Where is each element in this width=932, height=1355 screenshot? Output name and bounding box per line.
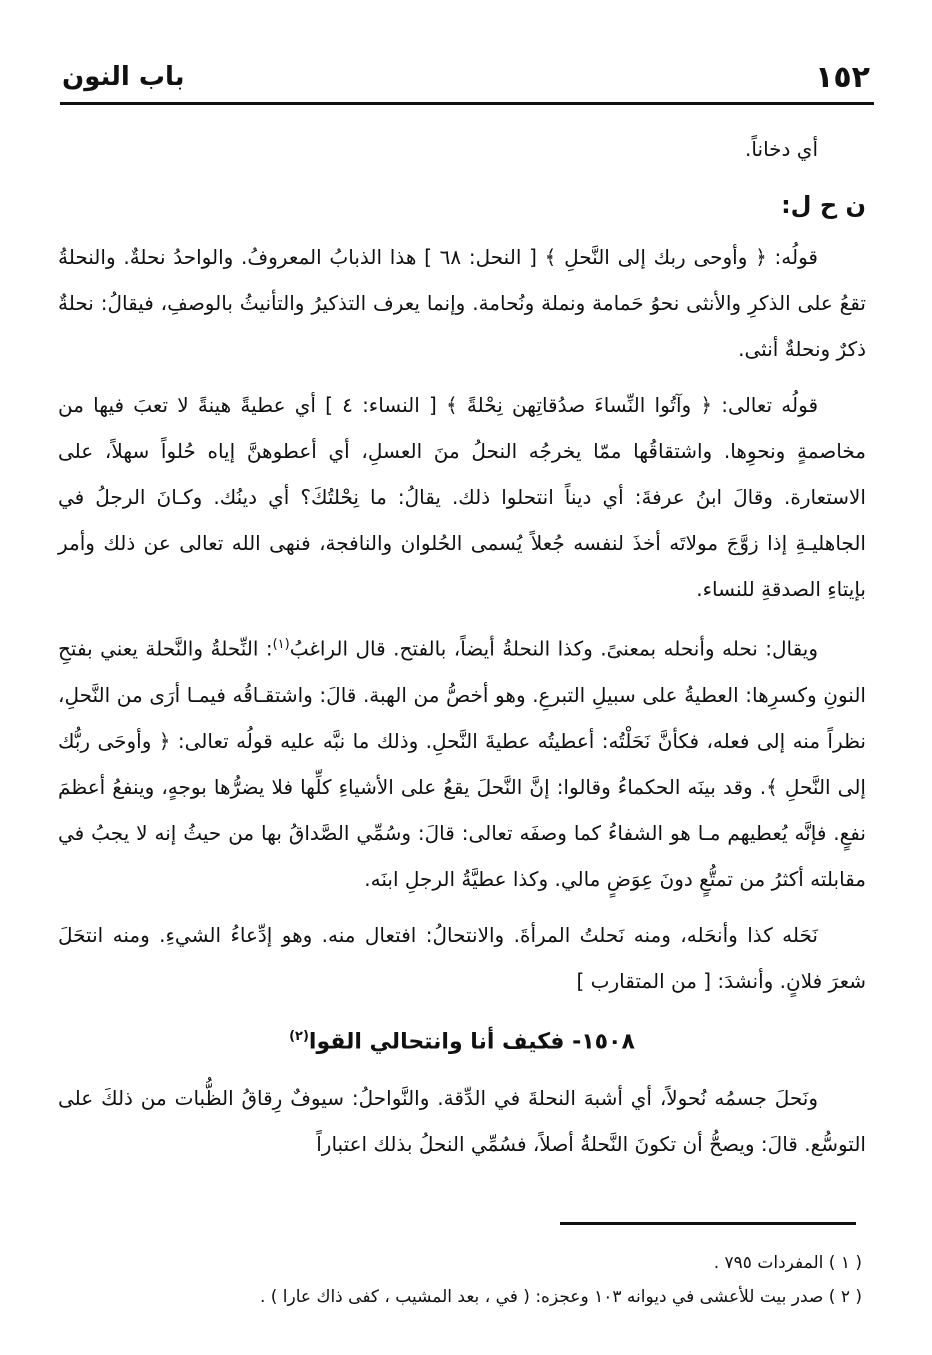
footnotes (60, 1246, 862, 1314)
paragraph-3-rest: : النِّحلةُ والنَّحلة يعني بفتحِ النونِ وكسرِها: العطيةُ على سبيلِ التبرعِ. وهو أخصُّ من الهبة. قالَ: واشتقـاقُه فيمـا أرَى من النَّحلِ، نظراً منه إلى فعله، فكأنَّ نَحَلْتُه: أعطيتُه عطيةَ النَّحلِ. وذلك ما نبَّه عليه قولُه تعالى: ﴿ وأوحَى ربُّك إلى النَّحلِ ﴾. وقد بينَه الحكماءُ وقالوا: إنَّ النَّحلَ يقعُ على الأشياءِ كلِّها فلا يضرُّها بوجهٍ، وينفعُ أعظمَ نفعٍ. فإنَّه يُعطيهم مـا هو الشفاءُ كما وصفَه تعالى: قالَ: وسُمِّي الصَّداقُ بها من حيثُ إنه لا يجبُ في مقابلته أكثرُ من تمتُّعٍ دونَ عِوَضٍ مالي. وكذا عطيَّةُ الرجلِ ابنَه. (58, 636, 866, 891)
paragraph-3-start: ويقال: نحله وأنحله بمعنىً. وكذا النحلةُ أيضاً، بالفتح. قال الراغبُ (289, 636, 818, 661)
chapter-title: باب النون (62, 62, 185, 92)
paragraph-3 (58, 622, 866, 902)
page-number: ١٥٢ (815, 60, 870, 95)
footnote-2: ( ٢ ) صدر بيت للأعشى في ديوانه ١٠٣ وعجزه: ( في ، بعد المشيب ، كفى ذاك عارا ) . (259, 1287, 862, 1307)
page-header (62, 52, 870, 96)
root-heading: ن ح ل: (781, 191, 866, 219)
paragraph-2: قولُه تعالى: ﴿ وآتُوا النِّساءَ صدُقاتِهن نِحْلةً ﴾ [ النساء: ٤ ] أي عطيةً هينةً لا تعبَ فيها من مخاصمةٍ ونحوِها. واشتقاقُها ممّا يخرجُه النحلُ منَ العسلِ، أي أعطوهنَّ إياه حُلواً سهلاً، على الاستعارة. وقالَ ابنُ عرفةَ: أي ديناً انتحلوا ذلك. يقالُ: ما نِحْلتُكَ؟ أي دينُك. وكـانَ الرجلُ في الجاهليـةِ إذا زوَّجَ مولاتَه أخذَ لنفسه جُعلاً يُسمى الحُلوان والنافجة، فنهى الله تعالى عن ذلك وأمر بإيتاءِ الصدقةِ للنساء. (58, 393, 866, 601)
paragraph-4: نَحَله كذا وأنحَله، ومنه نَحلتُ المرأةَ. والانتحالُ: افتعال منه. وهو إدِّعاءُ الشيءِ. ومنه انتحَلَ شعرَ فلانٍ. وأنشدَ: [ من المتقارب ] (58, 922, 866, 993)
paragraph-0: أي دخاناً. (745, 137, 818, 161)
footnote-ref-2: (٢) (289, 1028, 309, 1044)
footnote-ref-1: (١) (272, 637, 290, 652)
footnote-1: ( ١ ) المفردات ٧٩٥ . (713, 1253, 862, 1273)
header-divider (60, 102, 874, 105)
paragraph-1: قولُه: ﴿ وأوحى ربك إلى النَّحلِ ﴾ [ النحل: ٦٨ ] هذا الذبابُ المعروفُ. والواحدُ نحلةٌ. والنحلةُ تقعُ على الذكرِ والأنثى نحوُ حَمامة ونملة ونُحامة. وإنما يعرف التذكيرُ والتأنيثُ بالوصفِ، فيقالُ: نحلةٌ ذكرٌ ونحلةٌ أنثى. (58, 245, 866, 361)
footnote-divider (560, 1222, 856, 1225)
page-body (58, 126, 866, 1177)
paragraph-5: ونَحلَ جسمُه نُحولاً، أي أشبهَ النحلةَ في الدِّقة. والنَّواحلُ: سيوفٌ رِقاقُ الظُّبات من ذلكَ على التوسُّع. قالَ: ويصحُّ أن تكونَ النَّحلةُ أصلاً، فسُمِّي النحلُ بذلك اعتباراً (58, 1085, 866, 1156)
verse-text: ١٥٠٨- فكيف أنا وانتحالي القوا (308, 1028, 635, 1054)
verse-line (58, 1014, 866, 1065)
